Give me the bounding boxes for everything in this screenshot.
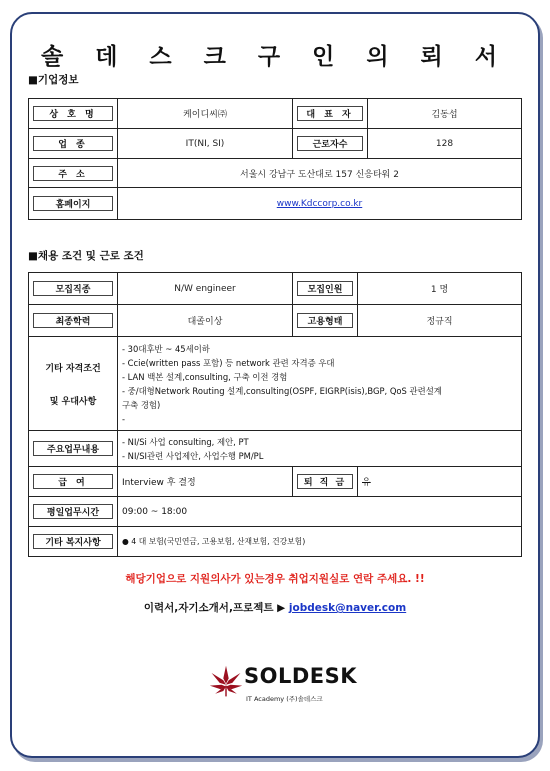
- job-label: 모집직종: [29, 273, 118, 305]
- address: 서울시 강남구 도산대로 157 신응타워 2: [118, 159, 522, 188]
- work-hours: 09:00 ~ 18:00: [118, 497, 522, 527]
- work-hours-label: 평일업무시간: [29, 497, 118, 527]
- company-section-heading: ■기업정보: [28, 74, 79, 86]
- qualifications-cell: [118, 337, 522, 431]
- duty-line: - NI/SI관련 사업제안, 사업수행 PM/PL: [122, 450, 264, 461]
- qualification-line: -: [122, 413, 126, 424]
- education: 대졸이상: [118, 305, 293, 337]
- employment-type-label: 고용형태: [293, 305, 358, 337]
- logo-name: SOLDESK: [244, 664, 358, 688]
- headcount-label: 모집인원: [293, 273, 358, 305]
- homepage-label: 홈페이지: [29, 188, 118, 220]
- salary-label: 급 여: [29, 467, 118, 497]
- duties-label: 주요업무내용: [29, 431, 118, 467]
- ceo-label: 대 표 자: [293, 99, 368, 129]
- hiring-conditions-table: [28, 272, 522, 557]
- qualification-line: - Ccie(written pass 포함) 등 network 관련 자격증 우대: [122, 357, 335, 368]
- qualification-line: 구축 경험): [122, 399, 161, 410]
- qualifications-label: 기타 자격조건 및 우대사항: [29, 337, 118, 431]
- logo-subtitle: IT Academy (주)솔데스크: [246, 695, 323, 703]
- employment-type: 정규직: [358, 305, 522, 337]
- soldesk-logo: [208, 664, 358, 714]
- industry: IT(NI, SI): [118, 129, 293, 159]
- hiring-section-heading: ■채용 조건 및 근로 조건: [28, 250, 144, 262]
- ceo-name: 김동섭: [368, 99, 522, 129]
- homepage-cell: [118, 188, 522, 220]
- homepage-link[interactable]: www.Kdccorp.co.kr: [276, 198, 363, 209]
- contact-line: [0, 600, 550, 615]
- company-name-label: 상 호 명: [29, 99, 118, 129]
- duties-cell: [118, 431, 522, 467]
- qualification-line: - 중/대형Network Routing 설계,consulting(OSPF, EIGRP(isis),BGP, QoS 관련설계: [122, 385, 442, 396]
- welfare-label: 기타 복지사항: [29, 527, 118, 557]
- severance-label: 퇴 직 금: [293, 467, 358, 497]
- education-label: 최종학력: [29, 305, 118, 337]
- application-notice: 해당기업으로 지원의사가 있는경우 취업지원실로 연락 주세요. !!: [125, 573, 425, 585]
- company-info-table: [28, 98, 522, 220]
- company-name: 케이디씨㈜: [118, 99, 293, 129]
- welfare: ● 4 대 보험(국민연금, 고용보험, 산재보험, 건강보험): [118, 527, 522, 557]
- contact-email-link[interactable]: jobdesk@naver.com: [288, 602, 407, 614]
- qualification-line: - LAN 백본 설계,consulting, 구축 이전 경험: [122, 371, 288, 382]
- leaf-logo-icon: [208, 664, 244, 700]
- duty-line: - NI/Si 사업 consulting, 제안, PT: [122, 436, 249, 447]
- salary: Interview 후 결정: [118, 467, 293, 497]
- job: N/W engineer: [118, 273, 293, 305]
- address-label: 주 소: [29, 159, 118, 188]
- contact-text: 이력서,자기소개서,프로젝트 ▶: [143, 602, 286, 614]
- qualification-line: - 30대후반 ~ 45세이하: [122, 343, 210, 354]
- document-title: 솔 데 스 크 구 인 의 뢰 서: [40, 44, 510, 70]
- employees-label: 근로자수: [293, 129, 368, 159]
- severance: 유: [358, 467, 522, 497]
- industry-label: 업 종: [29, 129, 118, 159]
- employees: 128: [368, 129, 522, 159]
- headcount: 1 명: [358, 273, 522, 305]
